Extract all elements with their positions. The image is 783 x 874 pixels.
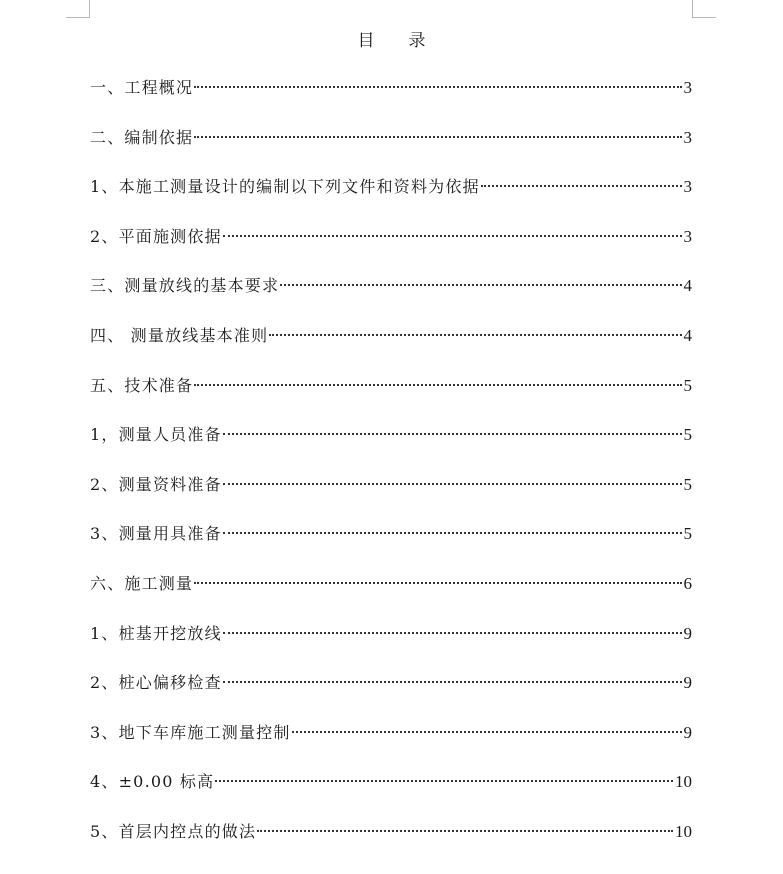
toc-entry-text: 2、平面施测依据 <box>90 226 222 246</box>
toc-entry-text: 4、±0.00 标高 <box>90 772 215 792</box>
toc-page-number: 10 <box>675 821 692 841</box>
toc-entry-text: 五、技术准备 <box>90 375 194 395</box>
toc-entry[interactable] <box>90 522 692 572</box>
toc-entry-text: 一、工程概况 <box>90 78 194 97</box>
toc-entry[interactable] <box>90 820 692 870</box>
toc-entry-text: 2、测量资料准备 <box>90 474 222 494</box>
toc-page-number: 5 <box>683 524 692 544</box>
toc-dot-leader <box>257 830 673 832</box>
toc-dot-leader <box>223 681 682 683</box>
toc-entry-text: 二、编制依据 <box>90 127 194 147</box>
toc-page-number: 3 <box>683 177 692 197</box>
toc-entry[interactable] <box>90 770 692 820</box>
toc-dot-leader <box>223 532 682 534</box>
toc-title: 目 录 <box>357 31 426 51</box>
toc-page-number: 10 <box>675 772 692 792</box>
toc-entry[interactable] <box>90 721 692 771</box>
table-of-contents <box>90 76 692 870</box>
toc-page-number: 9 <box>683 623 692 643</box>
toc-entry[interactable] <box>90 622 692 672</box>
toc-entry-text: 5、首层内控点的做法 <box>90 821 257 841</box>
toc-dot-leader <box>215 780 673 782</box>
toc-page-number: 9 <box>683 722 692 742</box>
toc-dot-leader <box>194 384 681 386</box>
toc-entry-text: 六、施工测量 <box>90 573 194 593</box>
toc-dot-leader <box>194 86 681 88</box>
toc-entry[interactable] <box>90 126 692 176</box>
toc-page-number: 4 <box>683 325 692 345</box>
toc-entry[interactable] <box>90 274 692 324</box>
toc-dot-leader <box>280 284 681 286</box>
toc-page-number: 5 <box>683 375 692 395</box>
toc-entry[interactable] <box>90 175 692 225</box>
toc-dot-leader <box>194 136 681 138</box>
toc-page-number: 9 <box>683 673 692 693</box>
toc-entry-text: 3、测量用具准备 <box>90 524 222 544</box>
toc-dot-leader <box>481 185 682 187</box>
toc-entry-text: 2、桩心偏移检查 <box>90 673 222 693</box>
toc-dot-leader <box>269 334 681 336</box>
toc-page-number: 3 <box>683 78 692 97</box>
toc-page-number: 4 <box>683 276 692 296</box>
toc-entry[interactable] <box>90 671 692 721</box>
toc-entry-text: 三、测量放线的基本要求 <box>90 276 280 296</box>
crop-mark-right-vertical <box>692 0 693 18</box>
toc-dot-leader <box>223 632 682 634</box>
toc-page-number: 3 <box>683 226 692 246</box>
toc-entry[interactable] <box>90 374 692 424</box>
toc-dot-leader <box>292 731 682 733</box>
toc-entry-text: 1、本施工测量设计的编制以下列文件和资料为依据 <box>90 177 480 197</box>
toc-entry-text: 四、 测量放线基本准则 <box>90 325 269 345</box>
crop-mark-left-vertical <box>89 0 90 18</box>
toc-entry[interactable] <box>90 324 692 374</box>
toc-entry[interactable] <box>90 473 692 523</box>
toc-entry-text: 1，测量人员准备 <box>90 425 222 445</box>
toc-entry[interactable] <box>90 423 692 473</box>
toc-dot-leader <box>223 235 682 237</box>
toc-entry[interactable] <box>90 225 692 275</box>
toc-page-number: 6 <box>683 573 692 593</box>
toc-entry-text: 1、桩基开挖放线 <box>90 623 222 643</box>
toc-dot-leader <box>194 582 681 584</box>
toc-entry[interactable] <box>90 572 692 622</box>
toc-page-number: 5 <box>683 474 692 494</box>
toc-page-number: 5 <box>683 425 692 445</box>
toc-entry-text: 3、地下车库施工测量控制 <box>90 722 291 742</box>
crop-mark-right-horizontal <box>692 17 716 18</box>
toc-dot-leader <box>223 483 682 485</box>
crop-mark-left-horizontal <box>66 17 90 18</box>
toc-dot-leader <box>223 433 682 435</box>
toc-entry[interactable] <box>90 76 692 126</box>
toc-page-number: 3 <box>683 127 692 147</box>
